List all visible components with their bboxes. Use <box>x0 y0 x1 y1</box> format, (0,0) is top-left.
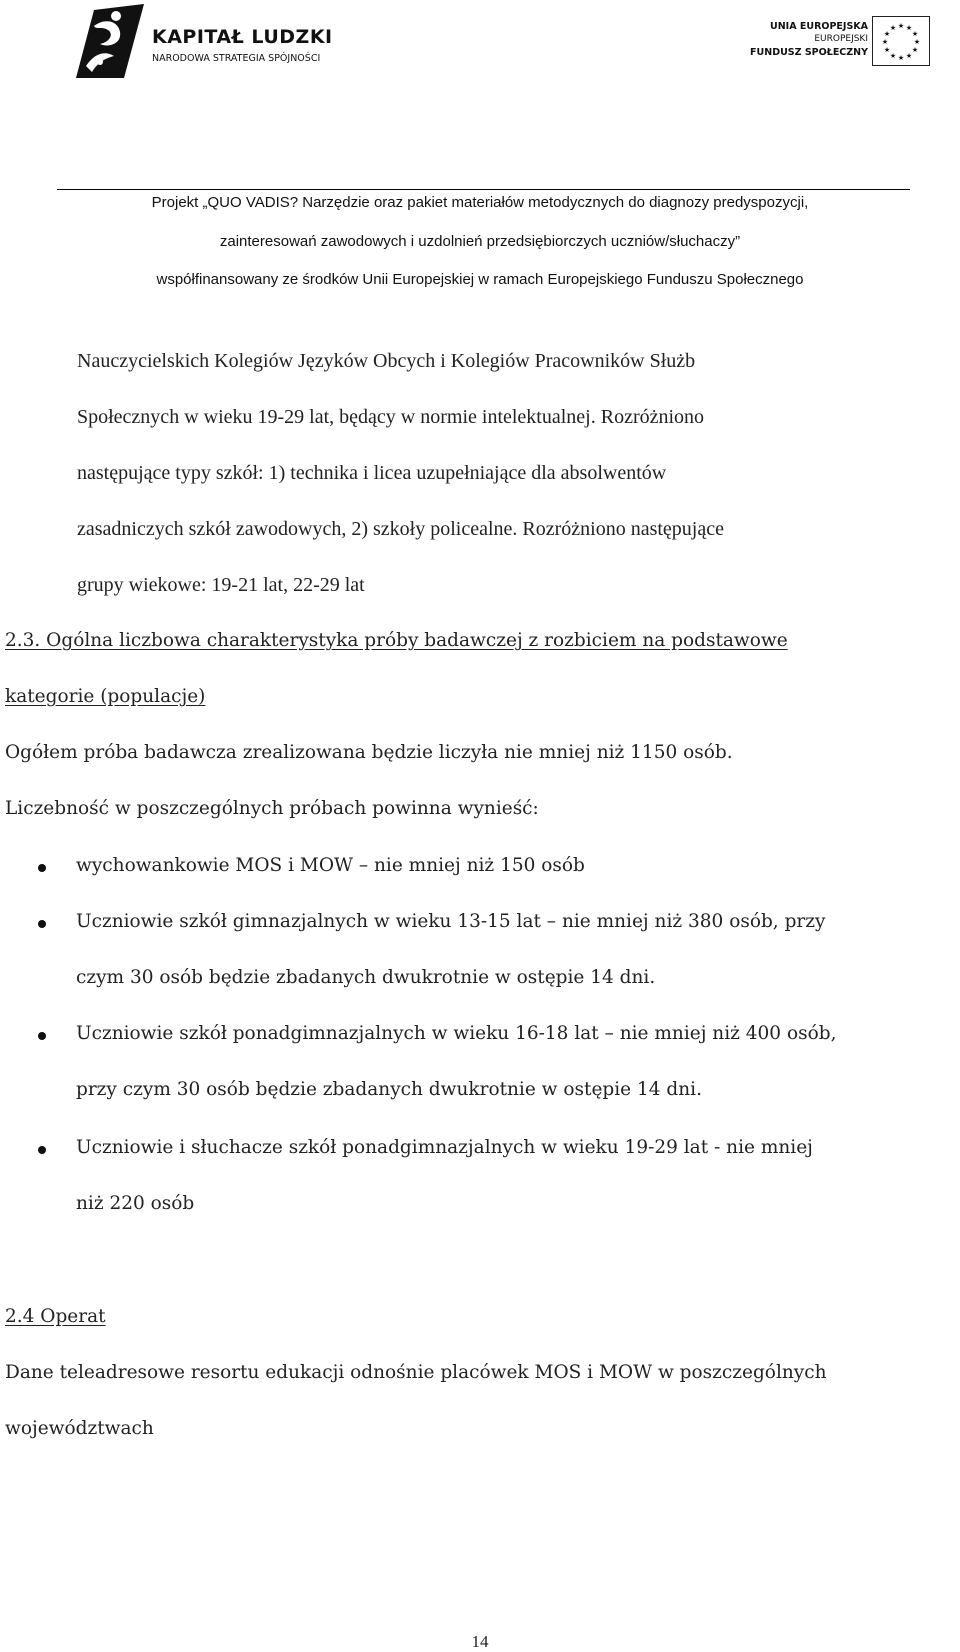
kapital-ludzki-logo <box>70 4 333 84</box>
svg-text:★: ★ <box>911 46 919 54</box>
bullet-icon <box>38 920 46 928</box>
svg-text:★: ★ <box>913 38 921 46</box>
eu-logo-line3: FUNDUSZ SPOŁECZNY <box>750 47 868 58</box>
operat-text-line-2: województwach <box>5 1418 154 1439</box>
intro-line-2: Społecznych w wieku 19-29 lat, będący w normie intelektualnej. Rozróżniono <box>77 406 705 428</box>
bullet-3-line-2: przy czym 30 osób będzie zbadanych dwukrotnie w ostępie 14 dni. <box>76 1079 702 1100</box>
bullet-2-line-1: Uczniowie szkół gimnazjalnych w wieku 13-15 lat – nie mniej niż 380 osób, przy <box>76 911 826 932</box>
svg-text:★: ★ <box>883 30 891 38</box>
kapital-ludzki-emblem-icon <box>70 4 150 84</box>
eu-logo-line1: UNIA EUROPEJSKA <box>770 21 868 32</box>
bullet-1-line-1: wychowankowie MOS i MOW – nie mniej niż 150 osób <box>76 855 585 876</box>
section-2-4-heading: 2.4 Operat <box>5 1306 106 1327</box>
eu-logo-text <box>750 20 868 59</box>
svg-text:★: ★ <box>897 22 905 30</box>
intro-line-1: Nauczycielskich Kolegiów Języków Obcych i Kolegiów Pracowników Służb <box>77 350 696 372</box>
project-line-1: Projekt „QUO VADIS? Narzędzie oraz pakiet materiałów metodycznych do diagnozy predyspozycji, <box>151 194 809 211</box>
bullet-icon <box>38 864 46 872</box>
header-divider <box>57 189 910 190</box>
bullet-4-line-1: Uczniowie i słuchacze szkół ponadgimnazjalnych w wieku 19-29 lat - nie mniej <box>76 1137 813 1158</box>
bullet-3-line-1: Uczniowie szkół ponadgimnazjalnych w wieku 16-18 lat – nie mniej niż 400 osób, <box>76 1023 837 1044</box>
svg-text:★: ★ <box>881 38 889 46</box>
section-2-3-heading-line-1: 2.3. Ogólna liczbowa charakterystyka próby badawczej z rozbiciem na podstawowe <box>5 630 788 651</box>
sample-intro-text: Liczebność w poszczególnych próbach powinna wynieść: <box>5 798 539 819</box>
bullet-icon <box>38 1146 46 1154</box>
eu-flag-icon <box>872 16 930 66</box>
intro-line-5: grupy wiekowe: 19-21 lat, 22-29 lat <box>77 574 365 596</box>
project-line-2: zainteresowań zawodowych i uzdolnień przedsiębiorczych uczniów/słuchaczy” <box>219 233 741 250</box>
intro-line-4: zasadniczych szkół zawodowych, 2) szkoły policealne. Rozróżniono następujące <box>77 518 724 540</box>
operat-text-line-1: Dane teleadresowe resortu edukacji odnośnie placówek MOS i MOW w poszczególnych <box>5 1362 827 1383</box>
bullet-4-line-2: niż 220 osób <box>76 1193 195 1214</box>
svg-text:★: ★ <box>889 52 897 60</box>
svg-text:★: ★ <box>905 24 913 32</box>
intro-line-3: następujące typy szkół: 1) technika i licea uzupełniające dla absolwentów <box>77 462 667 484</box>
sample-total-text: Ogółem próba badawcza zrealizowana będzie liczyła nie mniej niż 1150 osób. <box>5 742 733 763</box>
svg-text:★: ★ <box>883 46 891 54</box>
svg-text:★: ★ <box>889 24 897 32</box>
svg-text:★: ★ <box>905 52 913 60</box>
section-2-3-heading-line-2: kategorie (populacje) <box>5 686 206 707</box>
eu-logo <box>744 16 944 72</box>
svg-text:★: ★ <box>897 54 905 62</box>
logo-subtitle: NARODOWA STRATEGIA SPÓJNOŚCI <box>152 53 321 64</box>
eu-logo-line2: EUROPEJSKI <box>814 34 868 44</box>
svg-text:★: ★ <box>911 30 919 38</box>
logo-title: KAPITAŁ LUDZKI <box>152 26 333 48</box>
bullet-icon <box>38 1032 46 1040</box>
project-line-3: współfinansowany ze środków Unii Europejskiej w ramach Europejskiego Funduszu Społecznego <box>156 271 804 288</box>
bullet-2-line-2: czym 30 osób będzie zbadanych dwukrotnie w ostępie 14 dni. <box>76 967 656 988</box>
page-number: 14 <box>471 1632 489 1651</box>
